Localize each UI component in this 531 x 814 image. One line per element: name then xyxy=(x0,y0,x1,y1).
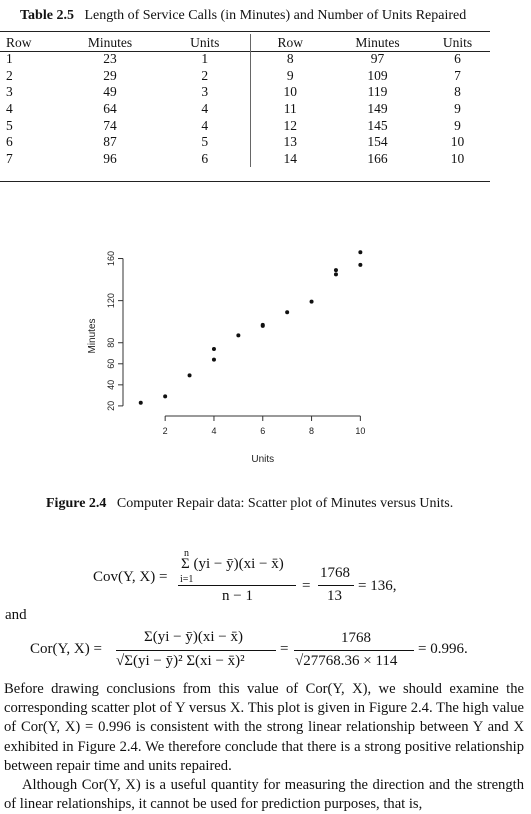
column-header: Minutes xyxy=(355,34,400,50)
cov-equals: = xyxy=(302,578,311,594)
table-cell: 4 xyxy=(201,117,209,133)
table-cell: 145 xyxy=(367,117,388,133)
column-header: Units xyxy=(442,34,473,50)
y-axis-label: Minutes xyxy=(87,318,98,354)
table-cell: 11 xyxy=(250,101,330,118)
data-table xyxy=(0,34,490,167)
table-cell: 10 xyxy=(450,134,465,150)
table-cell: 5 xyxy=(201,134,209,150)
column-header: Minutes xyxy=(87,34,133,50)
figure-caption-text: Computer Repair data: Scatter plot of Minutes versus Units. xyxy=(116,496,454,511)
x-tick-label: 8 xyxy=(309,426,315,436)
data-point xyxy=(358,263,362,267)
table-cell: 74 xyxy=(103,117,117,133)
table-cell: 6 xyxy=(454,51,461,67)
cor-denominator-value: √27768.36 × 114 xyxy=(295,653,398,669)
table-cell: 3 xyxy=(201,84,209,100)
table-title: Length of Service Calls (in Minutes) and Number of Units Repaired xyxy=(84,8,467,23)
table-row xyxy=(0,117,490,134)
table-cell: 7 xyxy=(6,150,13,166)
table-cell: 5 xyxy=(6,117,13,133)
table-header-row xyxy=(0,34,490,51)
x-tick-label: 4 xyxy=(211,426,217,436)
table-bottom-rule xyxy=(0,181,490,182)
data-point xyxy=(310,300,314,304)
y-tick-label: 60 xyxy=(106,358,116,369)
y-tick-label: 20 xyxy=(106,400,116,411)
scatter-chart xyxy=(80,240,380,470)
table-cell: 7 xyxy=(454,67,461,83)
cor-lhs: Cor(Y, X) = xyxy=(30,641,102,657)
cov-result: = 136, xyxy=(358,578,397,594)
column-header: Row xyxy=(250,34,330,51)
table-cell: 87 xyxy=(103,134,117,150)
cov-sum-upper: n xyxy=(184,548,189,559)
table-cell: 29 xyxy=(103,67,117,83)
table-cell: 1 xyxy=(201,51,209,67)
x-tick-label: 6 xyxy=(260,426,266,436)
table-cell: 8 xyxy=(250,51,330,68)
column-header: Row xyxy=(6,34,32,50)
table-cell: 14 xyxy=(250,151,330,168)
table-cell: 9 xyxy=(250,68,330,85)
cor-numerator-value: 1768 xyxy=(341,630,371,646)
data-point xyxy=(334,268,338,272)
table-cell: 109 xyxy=(367,67,388,83)
table-cell: 12 xyxy=(250,117,330,134)
cor-denominator: √Σ(yi − ȳ)² Σ(xi − x̄)² xyxy=(116,653,245,669)
cov-lhs: Cov(Y, X) = xyxy=(93,569,168,585)
data-point xyxy=(285,310,289,314)
table-top-rule xyxy=(0,31,490,32)
table-row xyxy=(0,101,490,118)
data-point xyxy=(212,347,216,351)
table-row xyxy=(0,68,490,85)
cor-result: = 0.996. xyxy=(418,641,468,657)
body-text xyxy=(4,680,524,814)
data-point xyxy=(188,373,192,377)
cov-sum-lower: i=1 xyxy=(180,574,194,585)
figure-label: Figure 2.4 xyxy=(46,496,107,511)
table-cell: 10 xyxy=(450,150,465,166)
cor-equals: = xyxy=(280,641,289,657)
table-cell: 166 xyxy=(367,150,388,166)
table-row xyxy=(0,134,490,151)
data-point xyxy=(261,323,265,327)
data-points xyxy=(139,250,363,405)
cov-denominator-value: 13 xyxy=(327,588,342,604)
paragraph-2: Although Cor(Y, X) is a useful quantity for measuring the direction and the strength of linear relationships, it cannot be used for prediction purposes, that is, xyxy=(4,777,524,813)
table-cell: 23 xyxy=(103,51,117,67)
table-cell: 6 xyxy=(201,150,209,166)
x-tick-label: 10 xyxy=(355,426,366,436)
figure-caption xyxy=(46,496,453,512)
data-point xyxy=(212,358,216,362)
table-cell: 9 xyxy=(454,101,461,117)
table-cell: 2 xyxy=(6,67,13,83)
column-header: Units xyxy=(190,34,220,50)
cor-numerator: Σ(yi − ȳ)(xi − x̄) xyxy=(144,629,243,645)
table-cell: 10 xyxy=(250,84,330,101)
table-cell: 64 xyxy=(103,101,117,117)
table-cell: 9 xyxy=(454,117,461,133)
y-tick-label: 120 xyxy=(106,293,116,309)
table-cell: 6 xyxy=(6,134,13,150)
y-tick-label: 40 xyxy=(106,379,116,390)
cor-value-bar xyxy=(294,650,414,651)
paragraph-1: Before drawing conclusions from this value of Cor(Y, X), we should examine the corresponding scatter plot of Y versus X. This plot is given in Figure 2.4. The high value of Cor(Y, X) = 0.996 is consistent with the strong linear relationship between Y and X exhibited in Figure 2.4. We therefore conclude that there is a strong positive relationship between repair time and units repaired. xyxy=(4,681,524,774)
x-axis-ticks xyxy=(163,416,366,436)
table-caption xyxy=(20,8,466,24)
cov-numerator-value: 1768 xyxy=(320,565,350,581)
cov-denominator: n − 1 xyxy=(222,588,253,604)
table-row xyxy=(0,51,490,68)
data-point xyxy=(163,394,167,398)
y-tick-label: 80 xyxy=(106,337,116,348)
table-cell: 4 xyxy=(6,101,13,117)
data-point xyxy=(334,272,338,276)
y-axis-ticks xyxy=(106,251,123,411)
chart-frame xyxy=(123,259,360,416)
table-cell: 97 xyxy=(370,51,385,67)
table-cell: 154 xyxy=(367,134,388,150)
data-point xyxy=(236,333,240,337)
x-axis-label: Units xyxy=(251,454,275,465)
data-point xyxy=(358,250,362,254)
table-cell: 96 xyxy=(103,150,117,166)
cov-numerator: Σ (yi − ȳ)(xi − x̄) xyxy=(181,556,284,572)
table-cell: 119 xyxy=(367,84,388,100)
cov-value-bar xyxy=(318,585,354,586)
table-label: Table 2.5 xyxy=(20,8,74,23)
and-connector: and xyxy=(5,607,27,623)
x-tick-label: 2 xyxy=(162,426,168,436)
data-point xyxy=(139,401,143,405)
table-cell: 149 xyxy=(367,101,388,117)
table-cell: 8 xyxy=(454,84,461,100)
table-row xyxy=(0,151,490,168)
table-body xyxy=(0,51,490,167)
table-cell: 3 xyxy=(6,84,13,100)
table-row xyxy=(0,84,490,101)
table-cell: 2 xyxy=(201,67,209,83)
table-cell: 4 xyxy=(201,101,209,117)
cov-fraction-bar xyxy=(178,585,296,586)
cor-fraction-bar xyxy=(116,650,276,651)
table-cell: 49 xyxy=(103,84,117,100)
table-cell: 13 xyxy=(250,134,330,151)
y-tick-label: 160 xyxy=(106,251,116,267)
table-cell: 1 xyxy=(6,51,13,67)
